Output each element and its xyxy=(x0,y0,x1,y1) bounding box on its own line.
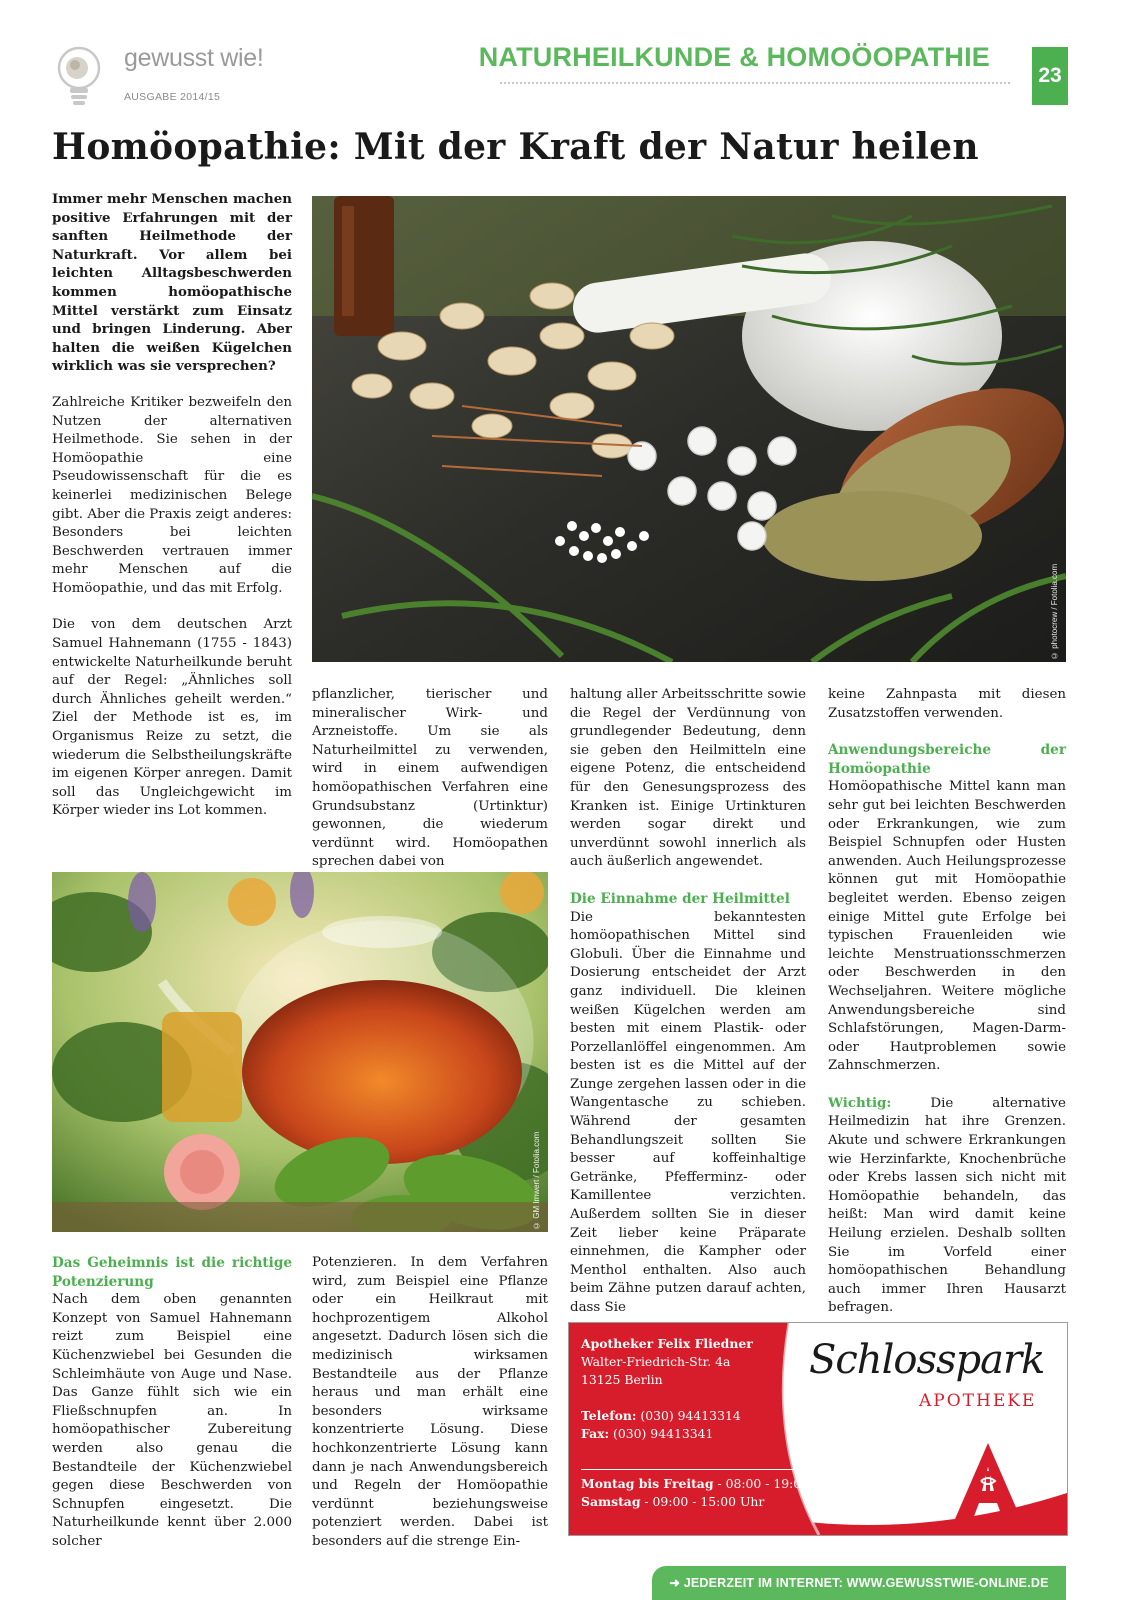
pharmacy-logo-word: APOTHEKE xyxy=(919,1391,1037,1411)
lightbulb-logo-icon xyxy=(52,44,106,108)
opening-hours xyxy=(581,1475,837,1511)
article-column-5 xyxy=(52,1254,292,1570)
apotheke-a-icon xyxy=(953,1441,1023,1521)
subheading: Die Einnahme der Heilmittel xyxy=(570,890,790,907)
article-paragraph: Potenzieren. In dem Verfahren wird, zum Beispiel eine Pflanze oder ein Heilkraut mit hochprozentigem Alkohol angesetzt. Dadurch lösen sich die medizinisch wirksamen Bestandteile aus der Pflanze heraus und man erhält eine besonders wirksame konzentrierte Lösung. Diese hochkonzentrierte Lösung kann dann je nach Anwendungsbereich und Regeln der Homöopathie verdünnt beziehungsweise potenziert werden. Dabei ist besonders auf die strenge Ein- xyxy=(312,1255,548,1549)
article-column-4 xyxy=(828,686,1066,1336)
subheading: Das Geheimnis ist die richtige Potenzierung xyxy=(52,1255,292,1290)
article-column-2 xyxy=(312,686,548,890)
phone-number[interactable]: (030) 94413314 xyxy=(636,1408,741,1423)
article-lead: Immer mehr Menschen machen positive Erfahrungen mit der sanften Heilmethode der Naturkraft. Vor allem bei leichten Alltagsbeschwerden kommen homöopathische Mittel verstärkt zum Einsatz und bringen Linderung. Aber halten die weißen Kügelchen wirklich was sie versprechen? xyxy=(52,191,292,375)
pharmacy-advertisement[interactable] xyxy=(568,1322,1068,1536)
herbal-tea-photo xyxy=(52,872,548,1232)
weekday-hours: - 08:00 - 19:00 Uhr xyxy=(713,1476,838,1491)
section-title: NATURHEILKUNDE & HOMOÖOPATHIE xyxy=(478,42,990,72)
herbs-globuli-photo xyxy=(312,196,1066,662)
website-footer-link[interactable] xyxy=(652,1566,1066,1600)
saturday-hours: - 09:00 - 15:00 Uhr xyxy=(640,1494,765,1509)
article-paragraph: Nach dem oben genannten Konzept von Samuel Hahnemann reizt zum Beispiel eine Küchenzwiebel bei Gesunden die Schleimhäute von Auge und Nase. Das Ganze fühlt sich wie ein Fließschnupfen an. In homöopathischer Zubereitung werden also genau die Bestandteile der Küchenzwiebel gegen diese Beschwerden von Schnupfen eingesetzt. Die Naturheilkunde kennt über 2.000 solcher xyxy=(52,1292,292,1549)
pharmacy-address xyxy=(581,1335,753,1389)
important-text: Die alternative Heilmedizin hat ihre Grenzen. Akute und schwere Erkrankungen wie Herzinfarkte, Knochenbrüche oder Krebs lassen sich nicht mit Homöopathie behandeln, das heißt: Man wird damit keine Heilung erzielen. Deshalb sollten Sie im Vorfeld einer homöopathischen Behandlung auch immer Ihren Hausarzt befragen. xyxy=(828,1095,1066,1316)
ad-divider xyxy=(581,1469,801,1470)
article-paragraph: Die bekanntesten homöopathischen Mittel sind Globuli. Über die Einnahme und Dosierung entscheidet der Arzt ganz individuell. Die kleinen weißen Kügelchen werden am besten mit einem Plastik- oder Porzellanlöffel eingenommen. Am besten ist es die Mittel auf der Zunge zergehen lassen oder in die Wangentasche zu schieben. Während der gesamten Behandlungszeit sollten Sie besser auf koffeinhaltige Getränke, Pfefferminz- oder Kamillentee verzichten. Außerdem sollten Sie in dieser Zeit lieber keine Präparate einnehmen, die Kampher oder Menthol enthalten. Also auch beim Zähne putzen darauf achten, dass Sie xyxy=(570,909,806,1315)
subheading: Anwendungsbereiche der Homöopathie xyxy=(828,742,1066,777)
city: 13125 Berlin xyxy=(581,1372,663,1387)
pharmacy-logo-script: Schlosspark xyxy=(809,1337,1045,1383)
pharmacist-name: Apotheker Felix Fliedner xyxy=(581,1336,753,1351)
saturday-label: Samstag xyxy=(581,1494,641,1509)
article-paragraph: Zahlreiche Kritiker bezweifeln den Nutzen der alternativen Heilmethode. Sie sehen in der Homöopathie eine Pseudowissenschaft für die es keinerlei medizinischen Belege gibt. Aber die Praxis zeigt anderes: Besonders bei leichten Beschwerden vertrauen immer mehr Menschen auf die Homöopathie, und das mit Erfolg. xyxy=(52,394,292,596)
fax-number: (030) 94413341 xyxy=(609,1426,714,1441)
important-note xyxy=(828,1094,1066,1318)
article-paragraph: haltung aller Arbeitsschritte sowie die Regel der Verdünnung von grundlegender Bedeutung, denn sie geben den Heilmitteln eine eigene Potenz, die entscheidend für den Genesungsprozess des Kranken ist. Einige Urtinkturen werden sogar direkt und unverdünnt sowohl innerlich als auch äußerlich angewendet. xyxy=(570,687,806,870)
important-label: Wichtig: xyxy=(828,1094,892,1111)
photo-credit: © GM Imwert / Fotolia.com xyxy=(532,1131,541,1230)
photo-credit: © photocrew / Fotolia.com xyxy=(1050,563,1059,660)
page-number: 23 xyxy=(1032,47,1068,105)
article-column-1 xyxy=(52,190,292,839)
article-paragraph: Homöopathische Mittel kann man sehr gut bei leichten Beschwerden oder Erkrankungen, wie zum Beispiel Schnupfen oder Husten anwenden. Auch Heilungsprozesse können gut mit Homöopathie begleitet werden. Ebenso zeigen einige Mittel gute Erfolge bei typischen Frauenleiden wie leichte Menstruationsschmerzen oder Beschwerden in den Wechseljahren. Weitere mögliche Anwendungsbereiche sind Schlafstörungen, Magen-Darm- oder Hautproblemen sowie Zahnschmerzen. xyxy=(828,779,1066,1074)
magazine-brand: gewusst wie! xyxy=(124,44,264,72)
arrow-right-icon: ➜ xyxy=(669,1576,684,1590)
weekday-label: Montag bis Freitag xyxy=(581,1476,714,1491)
article-paragraph: Die von dem deutschen Arzt Samuel Hahnemann (1755 - 1843) entwickelte Naturheilkunde beruht auf der Regel: „Ähnliches soll durch Ähnliches geheilt werden.“ Ziel der Methode ist es, im Organismus Reize zu setzt, die wiederum die Selbstheilungskräfte im eigenen Körper anregen. Damit soll das Ungleichgewicht im Körper wieder ins Lot kommen. xyxy=(52,617,292,819)
pharmacy-contact xyxy=(581,1407,741,1443)
phone-label: Telefon: xyxy=(581,1408,637,1423)
article-paragraph: keine Zahnpasta mit diesen Zusatzstoffen verwenden. xyxy=(828,687,1066,721)
street: Walter-Friedrich-Str. 4a xyxy=(581,1354,731,1369)
header-dotted-divider xyxy=(500,82,1010,84)
article-paragraph: pflanzlicher, tierischer und mineralischer Wirk- und Arzneistoffe. Um sie als Naturheilmittel zu verwenden, wird in einem aufwendigen homöopathischen Verfahren eine Grundsubstanz (Urtinktur) gewonnen, die wiederum verdünnt wird. Homöopathen sprechen dabei von xyxy=(312,687,548,870)
article-column-3 xyxy=(570,686,806,1336)
article-column-6 xyxy=(312,1254,548,1570)
fax-label: Fax: xyxy=(581,1426,610,1441)
article-title: Homöopathie: Mit der Kraft der Natur heilen xyxy=(52,126,979,168)
issue-label: AUSGABE 2014/15 xyxy=(124,91,221,103)
footer-text: JEDERZEIT IM INTERNET: WWW.GEWUSSTWIE-ONLINE.DE xyxy=(683,1576,1049,1590)
